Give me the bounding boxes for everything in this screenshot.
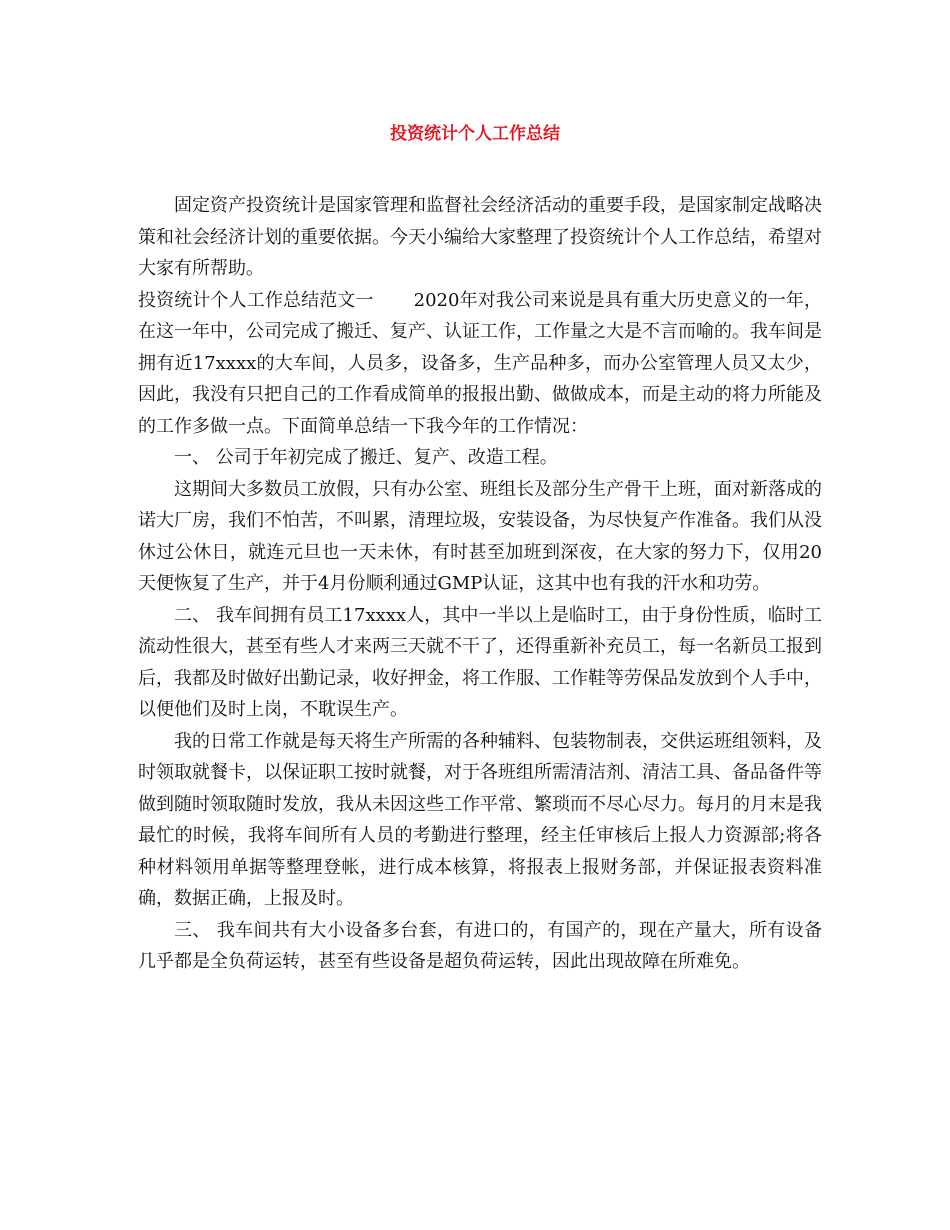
- document-body: [138, 190, 822, 978]
- daily-work-paragraph: 我的日常工作就是每天将生产所需的各种辅料、包装物制表，交供运班组领料，及时领取就餐卡，以保证职工按时就餐，对于各班组所需清洁剂、清洁工具、备品备件等做到随时领取随时发放，我从未因这些工作平常、繁琐而不尽心尽力。每月的月末是我最忙的时候，我将车间所有人员的考勤进行整理，经主任审核后上报人力资源部;将各种材料领用单据等整理登帐，进行成本核算，将报表上报财务部，并保证报表资料准确，数据正确，上报及时。: [138, 730, 822, 909]
- item-3-paragraph: 三、 我车间共有大小设备多台套，有进口的，有国产的，现在产量大，所有设备几乎都是全负荷运转，甚至有些设备是超负荷运转，因此出现故障在所难免。: [138, 919, 822, 972]
- item-2-paragraph: 二、 我车间拥有员工17xxxx人，其中一半以上是临时工，由于身份性质，临时工流动性很大，甚至有些人才来两三天就不干了，还得重新补充员工，每一名新员工报到后，我都及时做好出勤记录，收好押金，将工作服、工作鞋等劳保品发放到个人手中，以便他们及时上岗，不耽误生产。: [138, 604, 822, 720]
- section-paragraph: [138, 285, 822, 443]
- section-heading: 投资统计个人工作总结范文一: [138, 289, 374, 311]
- item-1-body: 这期间大多数员工放假，只有办公室、班组长及部分生产骨干上班，面对新落成的诺大厂房，我们不怕苦，不叫累，清理垃圾，安装设备，为尽快复产作准备。我们从没休过公休日，就连元旦也一天未休，有时甚至加班到深夜，在大家的努力下，仅用20天便恢复了生产，并于4月份顺利通过GMP认证，这其中也有我的汗水和功劳。: [138, 478, 822, 594]
- document-title: 投资统计个人工作总结: [390, 124, 560, 144]
- section-intro: 2020年对我公司来说是具有重大历史意义的一年，在这一年中，公司完成了搬迁、复产、认证工作，工作量之大是不言而喻的。我车间是拥有近17xxxx的大车间，人员多，设备多，生产品种多，而办公室管理人员又太少，因此，我没有只把自己的工作看成简单的报报出勤、做做成本，而是主动的将力所能及的工作多做一点。下面简单总结一下我今年的工作情况：: [138, 289, 823, 437]
- item-1-heading: 一、 公司于年初完成了搬迁、复产、改造工程。: [174, 447, 558, 468]
- intro-paragraph: 固定资产投资统计是国家管理和监督社会经济活动的重要手段，是国家制定战略决策和社会经济计划的重要依据。今天小编给大家整理了投资统计个人工作总结，希望对大家有所帮助。: [138, 195, 822, 279]
